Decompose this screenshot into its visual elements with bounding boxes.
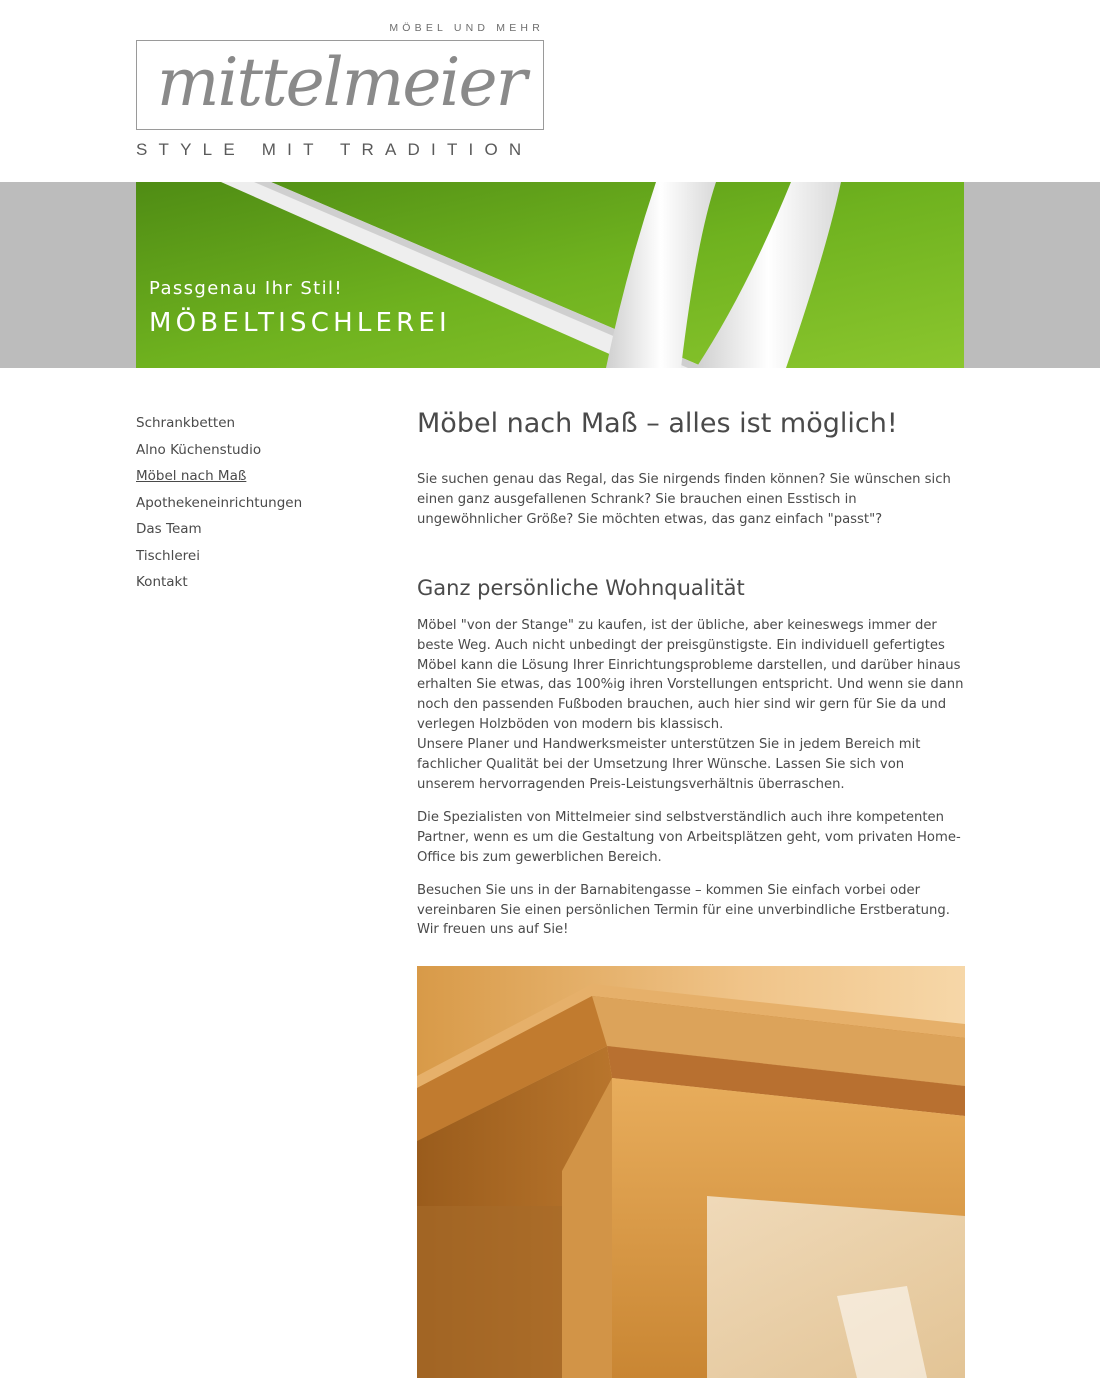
logo-wordmark bbox=[137, 41, 544, 130]
main-content bbox=[417, 404, 965, 940]
nav-item-kontakt[interactable]: Kontakt bbox=[136, 574, 188, 590]
banner-title: MÖBELTISCHLEREI bbox=[149, 308, 451, 338]
intro-paragraph: Sie suchen genau das Regal, das Sie nirgends finden können? Sie wünschen sich einen ganz ausgefallenen Schrank? Sie brauchen einen Esstisch in ungewöhnlicher Größe? Sie möchten etwas, das ganz einfach "passt"? bbox=[417, 472, 951, 527]
page-title: Möbel nach Maß – alles ist möglich! bbox=[417, 408, 898, 439]
nav-item-moebel-nach-mass[interactable]: Möbel nach Maß bbox=[136, 468, 247, 484]
body-paragraph: Unsere Planer und Handwerksmeister unterstützen Sie in jedem Bereich mit fachlicher Qualität bei der Umsetzung Ihrer Wünsche. Lassen Sie sich von unserem hervorragenden Preis-Leistungsverhältnis überraschen. bbox=[417, 737, 921, 792]
banner-image bbox=[136, 182, 964, 368]
body-paragraph: Möbel "von der Stange" zu kaufen, ist der übliche, aber keineswegs immer der beste Weg. Auch nicht unbedingt der preisgünstigste. Ein individuell gefertigtes Möbel kann die Lösung Ihrer Einrichtungsprobleme darstellen, und darüber hinaus erhalten Sie etwas, das 100%ig ihren Vorstellungen entspricht. Und wenn sie dann noch den passenden Fußboden brauchen, auch hier sind wir gern für Sie da und verlegen Holzböden von modern bis klassisch. bbox=[417, 617, 964, 733]
site-logo[interactable] bbox=[136, 22, 546, 160]
nav-item-alno-kuechenstudio[interactable]: Alno Küchenstudio bbox=[136, 441, 262, 458]
hero-banner bbox=[136, 182, 964, 368]
body-paragraph: Besuchen Sie uns in der Barnabitengasse – kommen Sie einfach vorbei oder vereinbaren Sie einen persönlichen Termin für eine unverbindliche Erstberatung. Wir freuen uns auf Sie! bbox=[417, 882, 950, 938]
cabinet-image bbox=[417, 966, 965, 1378]
section-title: Ganz persönliche Wohnqualität bbox=[417, 575, 745, 600]
nav-item-das-team[interactable]: Das Team bbox=[136, 521, 202, 537]
nav-item-schrankbetten[interactable]: Schrankbetten bbox=[136, 415, 236, 431]
section-body bbox=[417, 616, 965, 941]
body-paragraph: Die Spezialisten von Mittelmeier sind selbstverständlich auch ihre kompetenten Partner, wenn es um die Gestaltung von Arbeitsplätzen geht, vom privaten Home-Office bis zum gewerblichen Bereich. bbox=[417, 809, 961, 865]
banner-subtitle: Passgenau Ihr Stil! bbox=[149, 278, 344, 299]
nav-item-apothekeneinrichtungen[interactable]: Apothekeneinrichtungen bbox=[136, 494, 303, 511]
logo-tagline-bottom: STYLE MIT TRADITION bbox=[136, 140, 533, 159]
cabinet-photo bbox=[417, 966, 965, 1378]
logo-wordmark-box bbox=[136, 40, 544, 130]
nav-item-tischlerei[interactable]: Tischlerei bbox=[136, 547, 200, 564]
logo-wordmark-text: mittelmeier bbox=[156, 44, 526, 121]
sidebar-nav bbox=[136, 410, 376, 596]
logo-tagline-top: MÖBEL UND MEHR bbox=[389, 22, 544, 34]
